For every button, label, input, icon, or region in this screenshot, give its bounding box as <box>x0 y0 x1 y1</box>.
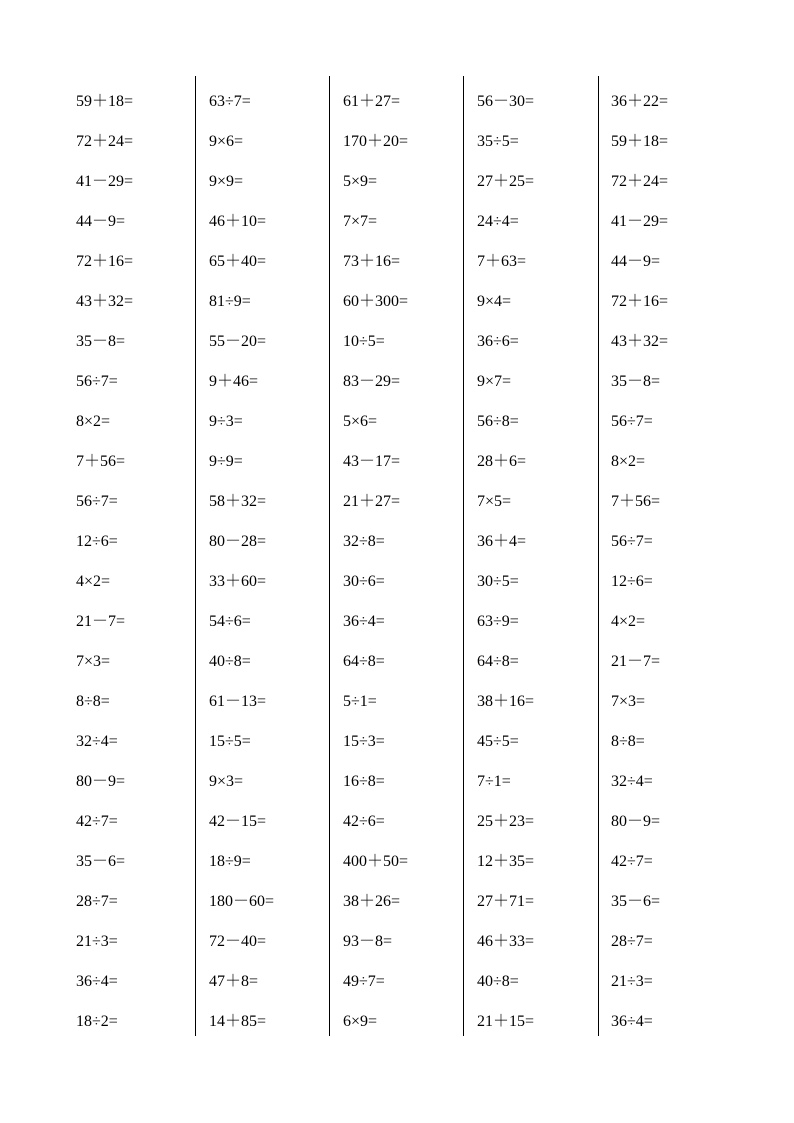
problem-column-3 <box>343 76 458 1036</box>
math-problem: 12÷6= <box>611 573 653 590</box>
math-problem: 61＋27= <box>343 93 401 110</box>
math-problem: 65＋40= <box>209 253 267 270</box>
math-problem: 32÷4= <box>76 733 118 750</box>
math-problem: 40÷8= <box>209 653 251 670</box>
math-problem: 63÷7= <box>209 93 251 110</box>
math-problem: 7＋56= <box>611 493 661 510</box>
math-problem: 47＋8= <box>209 973 259 990</box>
math-problem: 43＋32= <box>611 333 669 350</box>
math-problem: 44－9= <box>76 213 126 230</box>
math-problem: 9×9= <box>209 173 244 190</box>
math-problem: 59＋18= <box>611 133 669 150</box>
math-problem: 42－15= <box>209 813 267 830</box>
math-problem: 5×6= <box>343 413 378 430</box>
math-problem: 35－8= <box>611 373 661 390</box>
math-problem: 8×2= <box>76 413 111 430</box>
math-problem: 4×2= <box>611 613 646 630</box>
math-problem: 35－6= <box>76 853 126 870</box>
column-divider <box>195 76 196 1036</box>
math-problem: 9＋46= <box>209 373 259 390</box>
problem-column-5 <box>611 76 726 1036</box>
math-problem: 43＋32= <box>76 293 134 310</box>
math-problem: 9×4= <box>477 293 512 310</box>
math-problem: 21÷3= <box>611 973 653 990</box>
math-problem: 72＋16= <box>76 253 134 270</box>
math-problem: 72＋24= <box>76 133 134 150</box>
math-problem: 27＋25= <box>477 173 535 190</box>
math-problem: 5×9= <box>343 173 378 190</box>
math-problem: 7÷1= <box>477 773 511 790</box>
column-divider <box>463 76 464 1036</box>
math-problem: 61－13= <box>209 693 267 710</box>
math-problem: 72＋24= <box>611 173 669 190</box>
math-problem: 64÷8= <box>477 653 519 670</box>
math-problem: 21＋15= <box>477 1013 535 1030</box>
math-problem: 36÷4= <box>611 1013 653 1030</box>
math-problem: 21－7= <box>611 653 661 670</box>
math-problem: 36＋22= <box>611 93 669 110</box>
math-problem: 15÷3= <box>343 733 385 750</box>
math-problem: 40÷8= <box>477 973 519 990</box>
problem-column-4 <box>477 76 592 1036</box>
math-problem: 35－8= <box>76 333 126 350</box>
math-problem: 83－29= <box>343 373 401 390</box>
math-problem: 38＋26= <box>343 893 401 910</box>
math-problem: 7＋56= <box>76 453 126 470</box>
math-problem: 60＋300= <box>343 293 409 310</box>
math-problem: 21－7= <box>76 613 126 630</box>
math-problem: 10÷5= <box>343 333 385 350</box>
math-problem: 41－29= <box>76 173 134 190</box>
math-problem: 8÷8= <box>76 693 110 710</box>
math-problem: 56÷7= <box>76 493 118 510</box>
math-problem: 42÷7= <box>611 853 653 870</box>
math-problem: 73＋16= <box>343 253 401 270</box>
math-problem: 42÷7= <box>76 813 118 830</box>
math-problem: 72－40= <box>209 933 267 950</box>
math-problem: 7＋63= <box>477 253 527 270</box>
math-problem: 56÷7= <box>611 413 653 430</box>
math-problem: 56÷7= <box>611 533 653 550</box>
math-problem: 56－30= <box>477 93 535 110</box>
math-problem: 80－9= <box>76 773 126 790</box>
math-problem: 46＋33= <box>477 933 535 950</box>
math-problem: 28÷7= <box>611 933 653 950</box>
math-problem: 80－9= <box>611 813 661 830</box>
math-problem: 72＋16= <box>611 293 669 310</box>
math-problem: 12＋35= <box>477 853 535 870</box>
problem-column-1 <box>76 76 191 1036</box>
math-problem: 5÷1= <box>343 693 377 710</box>
math-problem: 12÷6= <box>76 533 118 550</box>
math-problem: 64÷8= <box>343 653 385 670</box>
math-problem: 8÷8= <box>611 733 645 750</box>
math-problem: 36＋4= <box>477 533 527 550</box>
math-problem: 4×2= <box>76 573 111 590</box>
math-problem: 15÷5= <box>209 733 251 750</box>
math-problem: 49÷7= <box>343 973 385 990</box>
math-problem: 25＋23= <box>477 813 535 830</box>
math-problem: 8×2= <box>611 453 646 470</box>
math-problem: 400＋50= <box>343 853 409 870</box>
math-problem: 7×5= <box>477 493 512 510</box>
math-problem: 28＋6= <box>477 453 527 470</box>
column-divider <box>598 76 599 1036</box>
math-problem: 21＋27= <box>343 493 401 510</box>
math-problem: 28÷7= <box>76 893 118 910</box>
math-problem: 45÷5= <box>477 733 519 750</box>
math-problem: 6×9= <box>343 1013 378 1030</box>
math-problem: 18÷9= <box>209 853 251 870</box>
math-problem: 32÷8= <box>343 533 385 550</box>
math-problem: 54÷6= <box>209 613 251 630</box>
math-problem: 9÷3= <box>209 413 243 430</box>
math-problem: 30÷6= <box>343 573 385 590</box>
math-problem: 180－60= <box>209 893 275 910</box>
math-problem: 36÷4= <box>76 973 118 990</box>
math-problem: 18÷2= <box>76 1013 118 1030</box>
math-problem: 56÷7= <box>76 373 118 390</box>
math-problem: 35－6= <box>611 893 661 910</box>
math-problem: 33＋60= <box>209 573 267 590</box>
math-problem: 80－28= <box>209 533 267 550</box>
math-problem: 16÷8= <box>343 773 385 790</box>
math-problem: 36÷4= <box>343 613 385 630</box>
math-problem: 59＋18= <box>76 93 134 110</box>
math-problem: 35÷5= <box>477 133 519 150</box>
math-problem: 44－9= <box>611 253 661 270</box>
math-problem: 14＋85= <box>209 1013 267 1030</box>
math-problem: 7×3= <box>76 653 111 670</box>
problem-column-2 <box>209 76 324 1036</box>
math-problem: 7×7= <box>343 213 378 230</box>
math-problem: 38＋16= <box>477 693 535 710</box>
math-problem: 41－29= <box>611 213 669 230</box>
math-problem: 55－20= <box>209 333 267 350</box>
math-problem: 7×3= <box>611 693 646 710</box>
math-problem: 43－17= <box>343 453 401 470</box>
math-problem: 170＋20= <box>343 133 409 150</box>
math-problem: 21÷3= <box>76 933 118 950</box>
math-problem: 42÷6= <box>343 813 385 830</box>
math-problem: 27＋71= <box>477 893 535 910</box>
math-problem: 9×3= <box>209 773 244 790</box>
math-problem: 9×7= <box>477 373 512 390</box>
math-problem: 24÷4= <box>477 213 519 230</box>
math-problem: 30÷5= <box>477 573 519 590</box>
math-problem: 9÷9= <box>209 453 243 470</box>
math-problem: 36÷6= <box>477 333 519 350</box>
column-divider <box>329 76 330 1036</box>
math-problem: 63÷9= <box>477 613 519 630</box>
math-problem: 56÷8= <box>477 413 519 430</box>
math-problem: 9×6= <box>209 133 244 150</box>
math-problem: 93－8= <box>343 933 393 950</box>
math-problem: 81÷9= <box>209 293 251 310</box>
math-problem: 58＋32= <box>209 493 267 510</box>
math-problem: 32÷4= <box>611 773 653 790</box>
math-problem: 46＋10= <box>209 213 267 230</box>
